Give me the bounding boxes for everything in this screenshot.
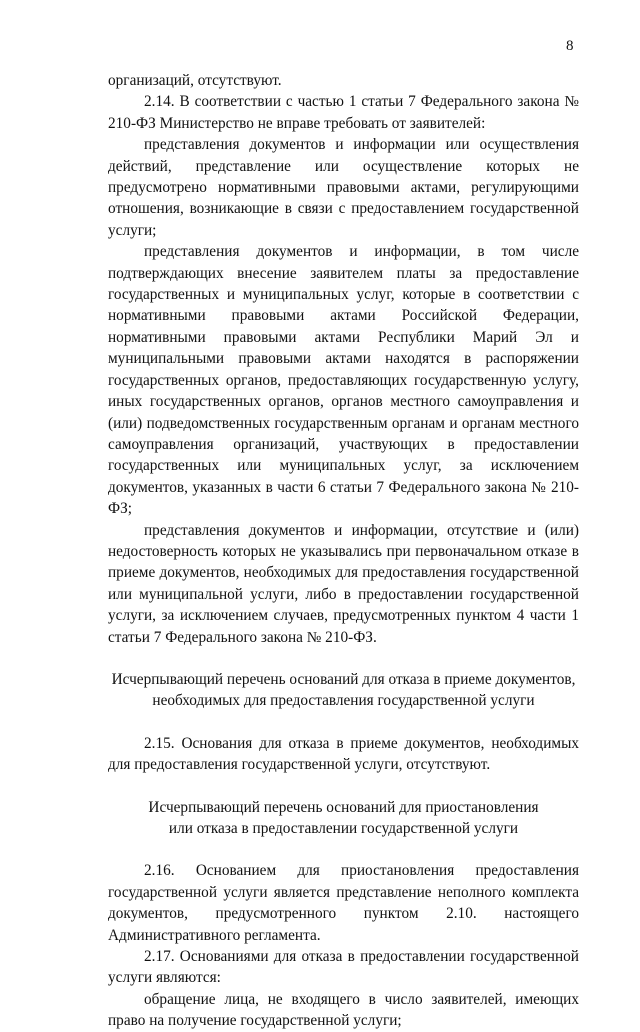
page-number: 8 bbox=[566, 38, 574, 54]
heading-line: Исчерпывающий перечень оснований для отказа в приеме документов, bbox=[111, 670, 576, 688]
heading-line: необходимых для предоставления государственной услуги bbox=[152, 692, 535, 710]
paragraph-list-item-1: представления документов и информации или осуществления действий, представление или осуществление которых не предусмотрено нормативными правовыми актами, регулирующими отношения, возникающие в связи с предоставлением государственной услуги; bbox=[108, 136, 579, 239]
heading-line: или отказа в предоставлении государственной услуги bbox=[168, 820, 519, 837]
paragraph-2-14: 2.14. В соответствии с частью 1 статьи 7 Федерального закона № 210-ФЗ Министерство не вправе требовать от заявителей: bbox=[108, 93, 579, 132]
paragraph-continuation: организаций, отсутствуют. bbox=[108, 72, 282, 89]
paragraph-list-item-refusal-1: обращение лица, не входящего в число заявителей, имеющих право на получение государственной услуги; bbox=[108, 990, 579, 1030]
heading-line: Исчерпывающий перечень оснований для приостановления bbox=[148, 798, 539, 816]
section-heading-refusal-documents bbox=[108, 669, 579, 712]
paragraph-list-item-2: представления документов и информации, в том числе подтверждающих внесение заявителем платы за предоставление государственных и муниципальных услуг, которые в соответствии с нормативными правовыми актами Российской Федерации, нормативными правовыми актами Республики Марий Эл и муниципальными правовыми актами находятся в распоряжении государственных органов, предоставляющих государственную услугу, иных государственных органов, органов местного самоуправления и (или) подведомственных государственным органам и органам местного самоуправления организаций, участвующих в предоставлении государственных или муниципальных услуг, за исключением документов, указанных в части 6 статьи 7 Федерального закона № 210-ФЗ; bbox=[108, 243, 579, 518]
section-heading-suspension bbox=[108, 797, 579, 840]
paragraph-list-item-3: представления документов и информации, отсутствие и (или) недостоверность которых не указывались при первоначальном отказе в приеме документов, необходимых для предоставления государственной или муниципальной услуги, либо в предоставлении государственной услуги, за исключением случаев, предусмотренных пунктом 4 части 1 статьи 7 Федерального закона № 210-ФЗ. bbox=[108, 521, 579, 646]
paragraph-2-16: 2.16. Основанием для приостановления предоставления государственной услуги является представление неполного комплекта документов, предусмотренного пунктом 2.10. настоящего Административного регламента. bbox=[108, 862, 579, 944]
paragraph-2-17: 2.17. Основаниями для отказа в предоставлении государственной услуги являются: bbox=[108, 948, 579, 987]
document-body bbox=[108, 70, 579, 1032]
paragraph-2-15: 2.15. Основания для отказа в приеме документов, необходимых для предоставления государственной услуги, отсутствуют. bbox=[108, 734, 579, 774]
